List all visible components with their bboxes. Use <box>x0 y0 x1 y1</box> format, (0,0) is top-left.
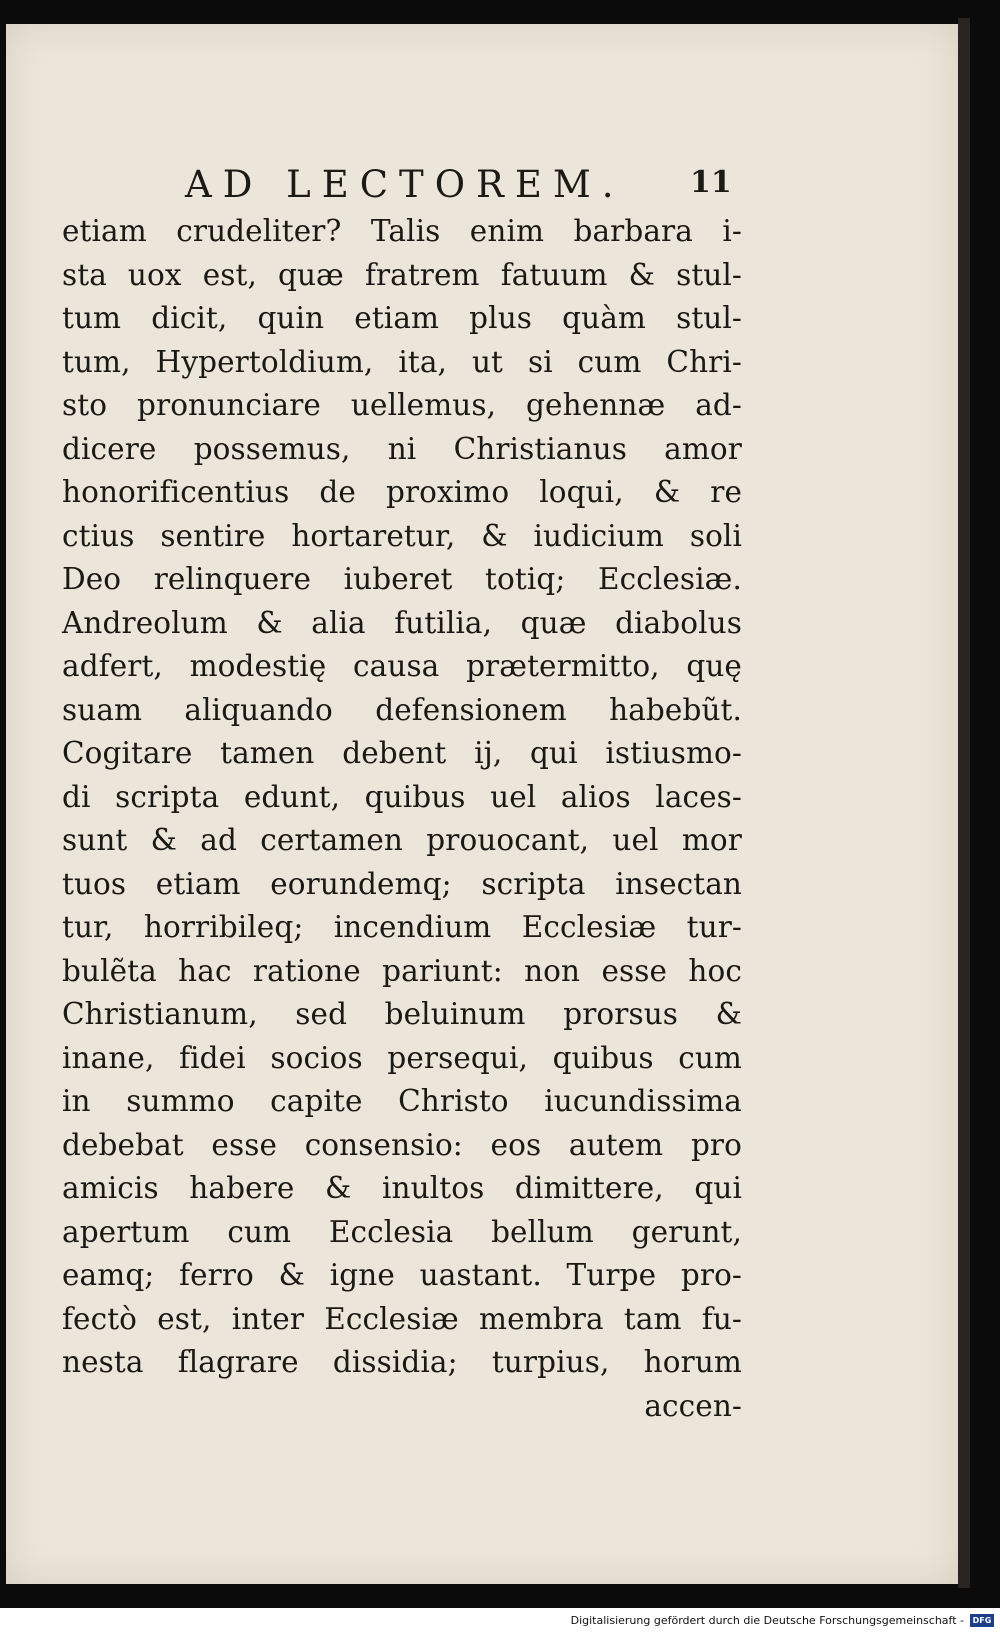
text-line: adfert, modestię causa prætermitto, quę <box>62 649 742 683</box>
text-line: sta uox est, quæ fratrem fatuum & stul- <box>62 257 742 292</box>
text-line: nesta flagrare dissidia; turpius, horum <box>62 1345 742 1379</box>
page-edge <box>958 18 970 1588</box>
text-line: tur, horribileq; incendium Ecclesiæ tur- <box>62 910 742 944</box>
text-line: inane, fidei socios persequi, quibus cum <box>62 1040 742 1075</box>
dfg-logo: DFG <box>970 1614 994 1627</box>
text-line: etiam crudeliter? Talis enim barbara i- <box>62 214 742 248</box>
text-line: tuos etiam eorundemq; scripta insectan <box>62 866 742 901</box>
page-number: 11 <box>690 165 732 200</box>
text-line: in summo capite Christo iucundissima <box>62 1084 742 1118</box>
text-line: fectò est, inter Ecclesiæ membra tam fu- <box>62 1301 742 1336</box>
text-line: di scripta edunt, quibus uel alios laces- <box>62 779 742 814</box>
running-header <box>185 163 735 213</box>
text-line: apertum cum Ecclesia bellum gerunt, <box>62 1214 742 1249</box>
text-line: ctius sentire hortaretur, & iudicium soli <box>62 518 742 553</box>
text-line: suam aliquando defensionem habebũt. <box>62 692 742 727</box>
digitization-footer <box>0 1608 1000 1635</box>
text-line: debebat esse consensio: eos autem pro <box>62 1127 742 1162</box>
funding-credit: Digitalisierung gefördert durch die Deutsche Forschungsgemeinschaft - <box>570 1614 964 1627</box>
text-line: Andreolum & alia futilia, quæ diabolus <box>62 605 742 640</box>
text-line: sunt & ad certamen prouocant, uel mor <box>62 823 742 857</box>
text-line: Christianum, sed beluinum prorsus & <box>62 997 742 1031</box>
page-text <box>62 210 742 1428</box>
text-line: eamq; ferro & igne uastant. Turpe pro- <box>62 1258 742 1292</box>
text-line: tum, Hypertoldium, ita, ut si cum Chri- <box>62 344 742 379</box>
text-line: amicis habere & inultos dimittere, qui <box>62 1171 742 1205</box>
catchword: accen- <box>644 1388 742 1423</box>
text-line: Deo relinquere iuberet totiq; Ecclesiæ. <box>62 562 742 596</box>
text-line: dicere possemus, ni Christianus amor <box>62 431 742 466</box>
running-title: AD LECTOREM. <box>185 163 625 206</box>
text-line: sto pronunciare uellemus, gehennæ ad- <box>62 388 742 422</box>
text-line: tum dicit, quin etiam plus quàm stul- <box>62 301 742 335</box>
text-line: Cogitare tamen debent ij, qui istiusmo- <box>62 736 742 770</box>
text-line: bulẽta hac ratione pariunt: non esse hoc <box>62 953 742 988</box>
text-line: honorificentius de proximo loqui, & re <box>62 475 742 509</box>
